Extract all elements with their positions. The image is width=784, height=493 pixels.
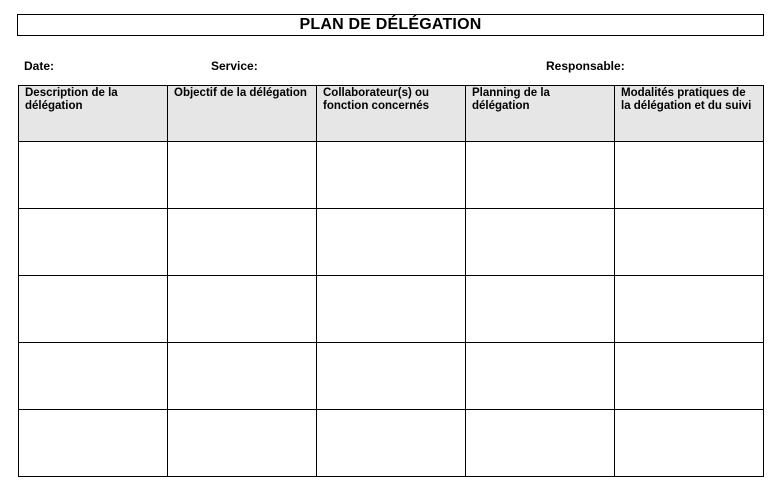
table-cell[interactable] [19,276,168,343]
table-row [19,343,764,410]
header-modalites: Modalités pratiques de la délégation et du suivi [615,86,764,142]
table-cell[interactable] [466,142,615,209]
table-cell[interactable] [19,410,168,477]
document-title-box [17,14,764,36]
date-label: Date: [24,59,55,73]
table-row [19,209,764,276]
header-planning: Planning de la délégation [466,86,615,142]
header-description: Description de la délégation [19,86,168,142]
table-cell[interactable] [19,209,168,276]
table-cell[interactable] [615,276,764,343]
table-cell[interactable] [466,276,615,343]
table-cell[interactable] [19,142,168,209]
header-collaborateurs: Collaborateur(s) ou fonction concernés [317,86,466,142]
table-cell[interactable] [615,343,764,410]
table-cell[interactable] [466,209,615,276]
table-row [19,410,764,477]
responsable-label: Responsable: [546,59,625,73]
table-cell[interactable] [168,209,317,276]
table-cell[interactable] [615,410,764,477]
table-cell[interactable] [317,343,466,410]
document-title: PLAN DE DÉLÉGATION [299,16,482,33]
table-cell[interactable] [168,142,317,209]
table-row [19,276,764,343]
delegation-plan-table [18,85,764,477]
table-cell[interactable] [615,142,764,209]
table-cell[interactable] [466,410,615,477]
table-cell[interactable] [317,276,466,343]
header-objectif: Objectif de la délégation [168,86,317,142]
table-cell[interactable] [168,410,317,477]
table-cell[interactable] [168,343,317,410]
table-cell[interactable] [615,209,764,276]
table-cell[interactable] [317,209,466,276]
table-cell[interactable] [19,343,168,410]
table-row [19,142,764,209]
table-header-row [19,86,764,142]
table-cell[interactable] [317,142,466,209]
table-cell[interactable] [466,343,615,410]
table-cell[interactable] [168,276,317,343]
table-cell[interactable] [317,410,466,477]
service-label: Service: [211,59,258,73]
